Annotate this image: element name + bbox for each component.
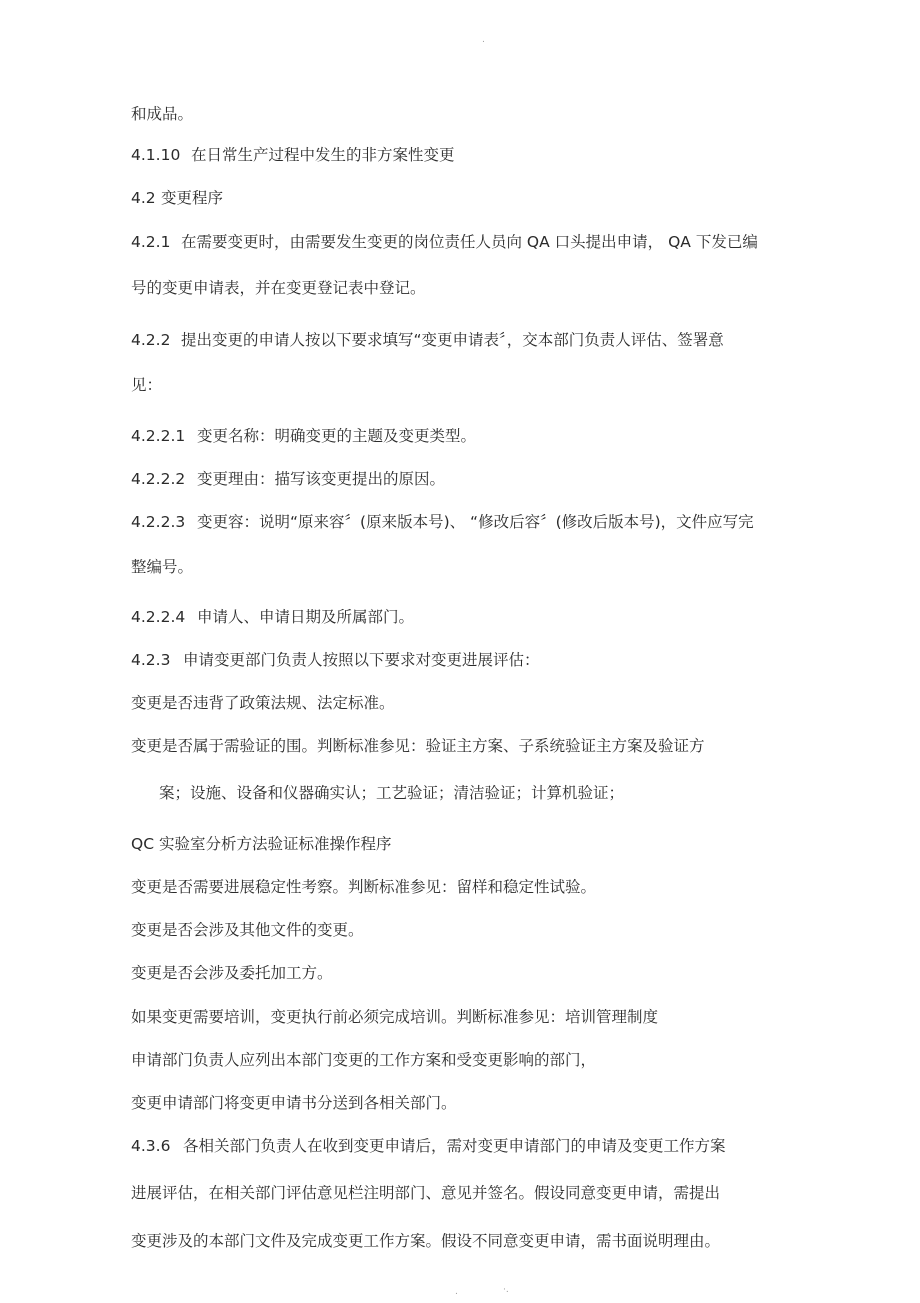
- text-line: 号的变更申请表，并在变更登记表中登记。: [131, 279, 426, 297]
- numbered-line: 4.1.10 在日常生产过程中发生的非方案性变更: [131, 146, 455, 164]
- text-line: 申请部门负责人应列出本部门变更的工作方案和受变更影响的部门，: [131, 1051, 597, 1069]
- page-mark-bottom-right: ·.: [503, 1285, 509, 1295]
- text-line: 变更是否会涉及委托加工方。: [131, 964, 333, 982]
- text-line: 变更是否需要进展稳定性考察。判断标准参见：留样和稳定性试验。: [131, 878, 597, 896]
- section-number: 4.3.6: [131, 1137, 171, 1155]
- numbered-line: 4.2.2.3 变更容：说明“原来容〞(原来版本号)、 “修改后容〞(修改后版本号)，文件应写完: [131, 513, 754, 531]
- numbered-line: 4.2.2.1 变更名称：明确变更的主题及变更类型。: [131, 427, 477, 445]
- text-line: 变更涉及的本部门文件及完成变更工作方案。假设不同意变更申请，需书面说明理由。: [131, 1232, 721, 1250]
- text-line: 和成品。: [131, 105, 194, 123]
- numbered-line: 4.3.6 各相关部门负责人在收到变更申请后，需对变更申请部门的申请及变更工作方案: [131, 1137, 726, 1155]
- section-number: 4.2: [131, 189, 156, 207]
- text-line: 整编号。: [131, 558, 194, 576]
- text-line: 案；设施、设备和仪器确实认；工艺验证；清洁验证；计算机验证；: [159, 784, 625, 802]
- section-heading: 4.2 变更程序: [131, 189, 224, 207]
- text-line: 变更是否违背了政策法规、法定标准。: [131, 694, 395, 712]
- section-number: 4.2.3: [131, 651, 171, 669]
- numbered-line: 4.2.1 在需要变更时，由需要发生变更的岗位责任人员向 QA 口头提出申请， QA 下发已编: [131, 233, 758, 251]
- section-number: 4.2.2.2: [131, 470, 186, 488]
- numbered-line: 4.2.3 申请变更部门负责人按照以下要求对变更进展评估：: [131, 651, 540, 669]
- numbered-line: 4.2.2.2 变更理由：描写该变更提出的原因。: [131, 470, 446, 488]
- page-mark-top: .: [482, 35, 485, 45]
- section-number: 4.2.1: [131, 233, 171, 251]
- numbered-line: 4.2.2 提出变更的申请人按以下要求填写“变更申请表〞，交本部门负责人评估、签署意: [131, 331, 724, 349]
- text-line: 进展评估，在相关部门评估意见栏注明部门、意见并签名。假设同意变更申请，需提出: [131, 1184, 721, 1202]
- section-number: 4.1.10: [131, 146, 181, 164]
- text-line: QC 实验室分析方法验证标准操作程序: [131, 835, 392, 853]
- page-mark-bottom-left: .: [455, 1287, 458, 1297]
- text-line: 如果变更需要培训，变更执行前必须完成培训。判断标准参见：培训管理制度: [131, 1008, 659, 1026]
- section-number: 4.2.2.4: [131, 608, 186, 626]
- text-line: 变更是否属于需验证的围。判断标准参见：验证主方案、子系统验证主方案及验证方: [131, 737, 705, 755]
- section-number: 4.2.2.1: [131, 427, 186, 445]
- numbered-line: 4.2.2.4 申请人、申请日期及所属部门。: [131, 608, 415, 626]
- text-line: 变更申请部门将变更申请书分送到各相关部门。: [131, 1094, 457, 1112]
- text-line: 见：: [131, 376, 163, 394]
- section-number: 4.2.2: [131, 331, 171, 349]
- text-line: 变更是否会涉及其他文件的变更。: [131, 921, 364, 939]
- section-number: 4.2.2.3: [131, 513, 186, 531]
